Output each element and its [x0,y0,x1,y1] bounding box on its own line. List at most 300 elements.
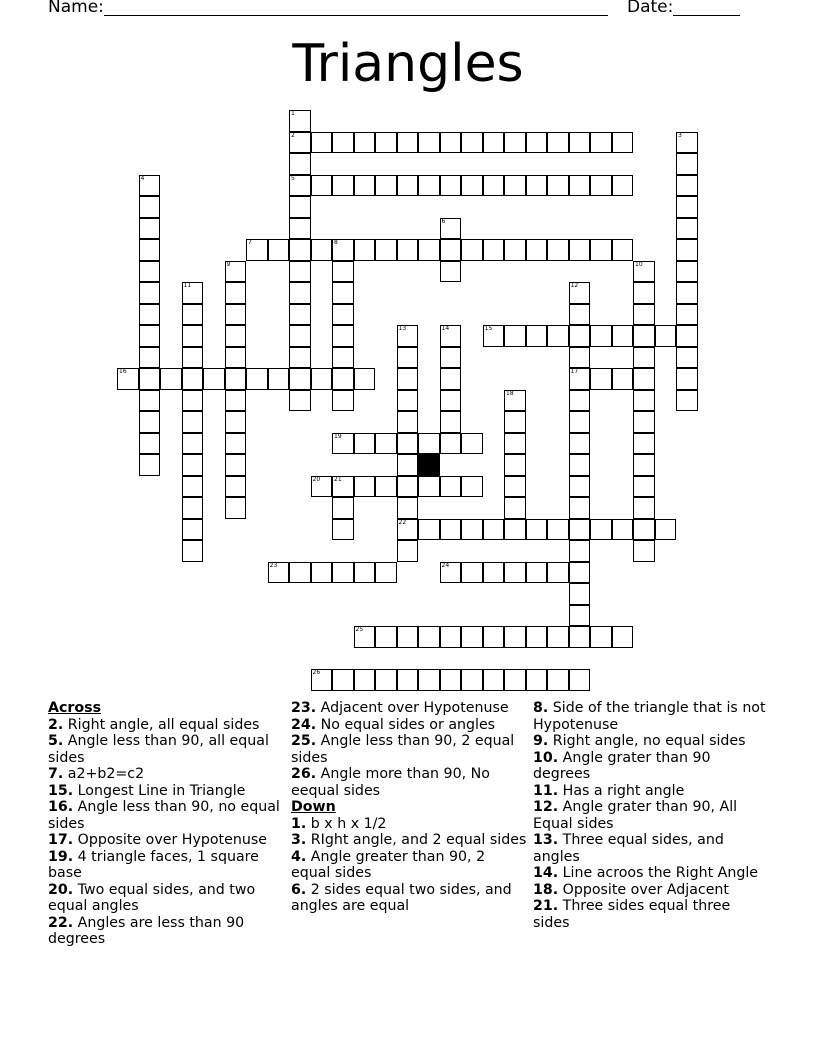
grid-cell[interactable] [332,347,354,369]
grid-cell[interactable] [526,175,548,197]
grid-cell[interactable] [139,368,161,390]
across-clue [48,799,280,832]
grid-cell[interactable] [569,562,591,584]
grid-cell[interactable] [526,562,548,584]
grid-cell[interactable] [504,454,526,476]
grid-cell[interactable] [676,325,698,347]
clue-number-label: 2. [48,716,64,733]
grid-cell[interactable] [139,433,161,455]
grid-cell[interactable] [139,411,161,433]
grid-cell[interactable] [569,433,591,455]
grid-cell[interactable] [354,239,376,261]
grid-cell[interactable] [504,390,526,412]
grid-cell[interactable] [633,433,655,455]
grid-cell[interactable] [504,519,526,541]
down-clue [533,832,769,865]
grid-cell[interactable] [225,476,247,498]
grid-cell[interactable] [139,454,161,476]
grid-cell[interactable] [375,239,397,261]
grid-cell[interactable] [289,368,311,390]
grid-cell[interactable] [655,519,677,541]
grid-cell[interactable] [139,239,161,261]
clue-number-label: 22. [48,914,74,931]
across-clue [48,733,280,766]
grid-cell[interactable] [225,325,247,347]
grid-cell[interactable] [418,476,440,498]
grid-cell[interactable] [440,239,462,261]
grid-cell[interactable] [569,497,591,519]
across-clue [48,783,280,800]
grid-cell[interactable] [289,132,311,154]
grid-cell[interactable] [633,261,655,283]
grid-cell[interactable] [375,476,397,498]
grid-cell[interactable] [590,626,612,648]
down-clue [533,898,769,931]
clue-number: 3 [678,131,682,139]
clue-text: Longest Line in Triangle [73,782,246,799]
grid-cell[interactable] [139,304,161,326]
name-line[interactable] [104,15,608,16]
grid-cell[interactable] [182,497,204,519]
grid-cell[interactable] [547,519,569,541]
grid-cell[interactable] [612,519,634,541]
grid-cell[interactable] [526,669,548,691]
grid-cell[interactable] [332,261,354,283]
grid-cell[interactable] [332,562,354,584]
grid-cell[interactable] [526,626,548,648]
grid-cell[interactable] [526,239,548,261]
grid-cell[interactable] [676,132,698,154]
grid-cell[interactable] [139,390,161,412]
grid-cell[interactable] [461,476,483,498]
grid-cell[interactable] [612,368,634,390]
grid-cell[interactable] [569,368,591,390]
grid-cell[interactable] [139,261,161,283]
grid-cell[interactable] [547,175,569,197]
grid-cell[interactable] [547,626,569,648]
grid-cell[interactable] [526,325,548,347]
grid-cell[interactable] [440,261,462,283]
across-clue [48,882,280,915]
grid-cell[interactable] [397,519,419,541]
grid-cell[interactable] [160,368,182,390]
grid-cell[interactable] [504,433,526,455]
grid-cell[interactable] [504,669,526,691]
grid-cell[interactable] [676,218,698,240]
grid-cell[interactable] [590,175,612,197]
grid-cell[interactable] [676,390,698,412]
grid-cell[interactable] [569,132,591,154]
grid-cell[interactable] [504,325,526,347]
grid-cell[interactable] [268,562,290,584]
clue-text: Angles are less than 90 degrees [48,914,245,947]
clue-text: Angle grater than 90 degrees [533,749,711,782]
grid-cell[interactable] [332,669,354,691]
grid-cell[interactable] [397,347,419,369]
clue-text: b x h x 1/2 [306,815,387,832]
grid-cell[interactable] [569,347,591,369]
clue-number-label: 12. [533,799,559,815]
grid-cell[interactable] [375,433,397,455]
grid-cell[interactable] [440,325,462,347]
grid-cell[interactable] [397,325,419,347]
grid-cell[interactable] [461,669,483,691]
clue-text: Side of the triangle that is not Hypotenuse [533,700,766,733]
grid-cell[interactable] [332,368,354,390]
grid-cell[interactable] [139,282,161,304]
grid-cell[interactable] [246,368,268,390]
grid-cell[interactable] [418,175,440,197]
grid-cell[interactable] [354,433,376,455]
clue-number: 12 [570,282,579,289]
grid-cell[interactable] [375,562,397,584]
grid-cell[interactable] [612,626,634,648]
grid-cell[interactable] [354,132,376,154]
down-clue [533,799,769,832]
grid-cell[interactable] [569,239,591,261]
grid-cell[interactable] [332,519,354,541]
grid-cell[interactable] [375,669,397,691]
grid-cell[interactable] [461,132,483,154]
grid-cell[interactable] [569,540,591,562]
clue-number: 19 [334,432,342,440]
grid-cell[interactable] [225,433,247,455]
grid-cell[interactable] [225,454,247,476]
grid-cell[interactable] [440,669,462,691]
clue-number: 18 [506,389,514,397]
grid-cell[interactable] [311,132,333,154]
grid-cell[interactable] [139,196,161,218]
grid-cell[interactable] [676,153,698,175]
across-clue [48,717,280,734]
grid-cell[interactable] [504,175,526,197]
clue-text: Angle less than 90, all equal sides [48,733,269,766]
grid-cell[interactable] [461,626,483,648]
grid-cell[interactable] [332,433,354,455]
grid-cell[interactable] [440,562,462,584]
grid-cell[interactable] [612,175,634,197]
grid-cell[interactable] [676,261,698,283]
grid-cell[interactable] [375,175,397,197]
date-label: Date: [627,0,674,17]
grid-cell[interactable] [633,390,655,412]
grid-cell[interactable] [289,175,311,197]
grid-cell[interactable] [569,519,591,541]
clue-number: 15 [484,325,493,332]
grid-cell[interactable] [332,497,354,519]
grid-cell[interactable] [547,669,569,691]
grid-cell[interactable] [375,132,397,154]
grid-cell[interactable] [547,239,569,261]
grid-cell[interactable] [182,454,204,476]
grid-cell[interactable] [397,239,419,261]
across-clue [48,849,280,882]
grid-cell[interactable] [182,304,204,326]
grid-cell[interactable] [139,175,161,197]
grid-cell[interactable] [440,368,462,390]
grid-cell[interactable] [483,669,505,691]
grid-cell[interactable] [311,368,333,390]
grid-cell[interactable] [418,239,440,261]
grid-cell[interactable] [418,433,440,455]
grid-cell[interactable] [440,433,462,455]
grid-cell[interactable] [633,411,655,433]
grid-cell[interactable] [440,519,462,541]
grid-cell[interactable] [289,282,311,304]
grid-cell[interactable] [676,282,698,304]
grid-cell[interactable] [397,669,419,691]
grid-cell[interactable] [289,153,311,175]
grid-cell[interactable] [289,110,311,132]
grid-cell[interactable] [225,390,247,412]
grid-cell[interactable] [483,519,505,541]
grid-cell[interactable] [332,325,354,347]
grid-cell[interactable] [139,218,161,240]
across-clue [291,717,527,734]
clue-text: Two equal sides, and two equal angles [48,881,256,914]
grid-cell[interactable] [354,562,376,584]
grid-cell[interactable] [182,433,204,455]
page-title: Triangles [292,34,524,94]
grid-cell[interactable] [139,325,161,347]
grid-cell[interactable] [397,368,419,390]
grid-cell[interactable] [504,562,526,584]
clue-number-label: 3. [291,832,307,848]
clue-number: 10 [635,260,643,268]
grid-cell[interactable] [483,239,505,261]
clue-number-label: 16. [48,799,74,815]
grid-cell[interactable] [590,325,612,347]
grid-cell[interactable] [569,454,591,476]
grid-cell[interactable] [483,175,505,197]
grid-cell[interactable] [440,476,462,498]
grid-cell[interactable] [504,497,526,519]
clue-number-label: 23. [291,700,317,716]
grid-cell[interactable] [633,454,655,476]
grid-cell[interactable] [633,347,655,369]
across-clue [48,832,280,849]
grid-cell[interactable] [397,497,419,519]
grid-cell[interactable] [440,347,462,369]
grid-cell[interactable] [483,132,505,154]
grid-cell[interactable] [461,562,483,584]
grid-cell[interactable] [332,282,354,304]
grid-cell[interactable] [397,390,419,412]
grid-cell[interactable] [311,476,333,498]
grid-cell[interactable] [182,390,204,412]
grid-cell[interactable] [440,175,462,197]
grid-cell[interactable] [397,132,419,154]
clue-number: 13 [398,325,407,332]
grid-cell[interactable] [397,476,419,498]
grid-cell[interactable] [633,368,655,390]
clue-number: 14 [441,325,450,332]
grid-cell[interactable] [225,282,247,304]
grid-cell[interactable] [289,304,311,326]
grid-cell[interactable] [569,583,591,605]
grid-cell[interactable] [225,347,247,369]
grid-cell[interactable] [569,605,591,627]
grid-cell[interactable] [676,196,698,218]
grid-cell[interactable] [569,626,591,648]
grid-cell[interactable] [397,175,419,197]
grid-cell[interactable] [268,239,290,261]
grid-cell[interactable] [289,239,311,261]
grid-cell[interactable] [354,368,376,390]
grid-cell[interactable] [676,239,698,261]
grid-cell[interactable] [225,497,247,519]
clue-number: 4 [140,174,145,182]
grid-cell[interactable] [676,347,698,369]
grid-cell[interactable] [225,304,247,326]
grid-cell[interactable] [504,626,526,648]
grid-cell[interactable] [569,476,591,498]
grid-cell[interactable] [526,132,548,154]
grid-cell[interactable] [289,347,311,369]
grid-cell[interactable] [655,325,677,347]
grid-cell[interactable] [182,476,204,498]
grid-cell[interactable] [569,411,591,433]
grid-cell[interactable] [225,261,247,283]
clue-text: RIght angle, and 2 equal sides [306,832,527,848]
grid-cell[interactable] [526,519,548,541]
grid-cell[interactable] [203,368,225,390]
grid-cell[interactable] [332,304,354,326]
grid-cell[interactable] [289,390,311,412]
grid-cell[interactable] [612,132,634,154]
grid-cell[interactable] [246,239,268,261]
grid-cell[interactable] [139,347,161,369]
grid-cell[interactable] [633,476,655,498]
grid-cell[interactable] [440,218,462,240]
clue-text: Right angle, no equal sides [548,733,746,749]
grid-cell[interactable] [633,325,655,347]
grid-cell[interactable] [483,562,505,584]
grid-cell[interactable] [440,626,462,648]
clue-text: Adjacent over Hypotenuse [316,700,509,716]
grid-cell[interactable] [354,476,376,498]
grid-cell[interactable] [182,519,204,541]
grid-cell[interactable] [461,519,483,541]
grid-cell[interactable] [483,325,505,347]
grid-cell[interactable] [332,390,354,412]
grid-cell[interactable] [354,626,376,648]
grid-cell[interactable] [418,626,440,648]
grid-cell[interactable] [289,261,311,283]
grid-cell[interactable] [569,669,591,691]
grid-cell[interactable] [182,282,204,304]
grid-cell[interactable] [590,239,612,261]
grid-cell[interactable] [461,433,483,455]
grid-cell[interactable] [547,325,569,347]
grid-cell[interactable] [569,175,591,197]
grid-cell[interactable] [311,669,333,691]
grid-cell[interactable] [676,304,698,326]
grid-cell[interactable] [612,325,634,347]
grid-cell[interactable] [418,519,440,541]
clue-number: 11 [183,282,192,289]
grid-cell[interactable] [354,175,376,197]
grid-cell[interactable] [397,411,419,433]
grid-cell[interactable] [182,325,204,347]
grid-cell[interactable] [547,562,569,584]
grid-cell[interactable] [397,540,419,562]
grid-cell[interactable] [440,390,462,412]
clue-text: Three sides equal three sides [533,898,731,931]
grid-cell[interactable] [289,196,311,218]
grid-cell[interactable] [225,368,247,390]
across-clue [291,766,527,799]
grid-cell[interactable] [676,368,698,390]
grid-cell[interactable] [311,562,333,584]
grid-cell[interactable] [332,239,354,261]
grid-cell[interactable] [504,476,526,498]
grid-cell[interactable] [633,497,655,519]
grid-cell[interactable] [676,175,698,197]
grid-cell[interactable] [418,669,440,691]
grid-cell[interactable] [440,132,462,154]
grid-cell[interactable] [332,476,354,498]
grid-cell[interactable] [569,282,591,304]
date-line[interactable] [673,15,740,16]
grid-cell[interactable] [397,626,419,648]
grid-cell[interactable] [289,325,311,347]
grid-cell[interactable] [332,175,354,197]
grid-cell[interactable] [612,239,634,261]
grid-cell[interactable] [633,540,655,562]
grid-cell[interactable] [311,239,333,261]
grid-cell[interactable] [590,132,612,154]
grid-cell[interactable] [461,175,483,197]
grid-cell[interactable] [268,368,290,390]
grid-cell[interactable] [289,218,311,240]
grid-cell[interactable] [569,304,591,326]
grid-cell[interactable] [590,519,612,541]
grid-cell[interactable] [182,411,204,433]
grid-cell[interactable] [182,540,204,562]
grid-cell[interactable] [633,519,655,541]
clue-number-label: 8. [533,700,549,716]
grid-cell[interactable] [569,325,591,347]
grid-cell[interactable] [547,132,569,154]
grid-cell[interactable] [633,282,655,304]
clue-number-label: 18. [533,881,559,898]
grid-cell[interactable] [354,669,376,691]
grid-cell[interactable] [440,411,462,433]
grid-cell[interactable] [397,454,419,476]
grid-cell[interactable] [225,411,247,433]
clue-number-label: 24. [291,716,317,733]
grid-cell[interactable] [375,626,397,648]
grid-cell[interactable] [633,304,655,326]
grid-cell[interactable] [590,368,612,390]
grid-cell[interactable] [418,132,440,154]
grid-cell[interactable] [504,239,526,261]
grid-cell[interactable] [483,626,505,648]
grid-cell[interactable] [504,132,526,154]
grid-cell[interactable] [569,390,591,412]
grid-cell[interactable] [332,132,354,154]
grid-cell[interactable] [461,239,483,261]
grid-cell[interactable] [182,368,204,390]
grid-cell[interactable] [397,433,419,455]
grid-cell[interactable] [117,368,139,390]
grid-cell[interactable] [289,562,311,584]
grid-cell[interactable] [504,411,526,433]
grid-cell[interactable] [182,347,204,369]
clue-text: Angle greater than 90, 2 equal sides [291,848,486,881]
grid-cell[interactable] [311,175,333,197]
